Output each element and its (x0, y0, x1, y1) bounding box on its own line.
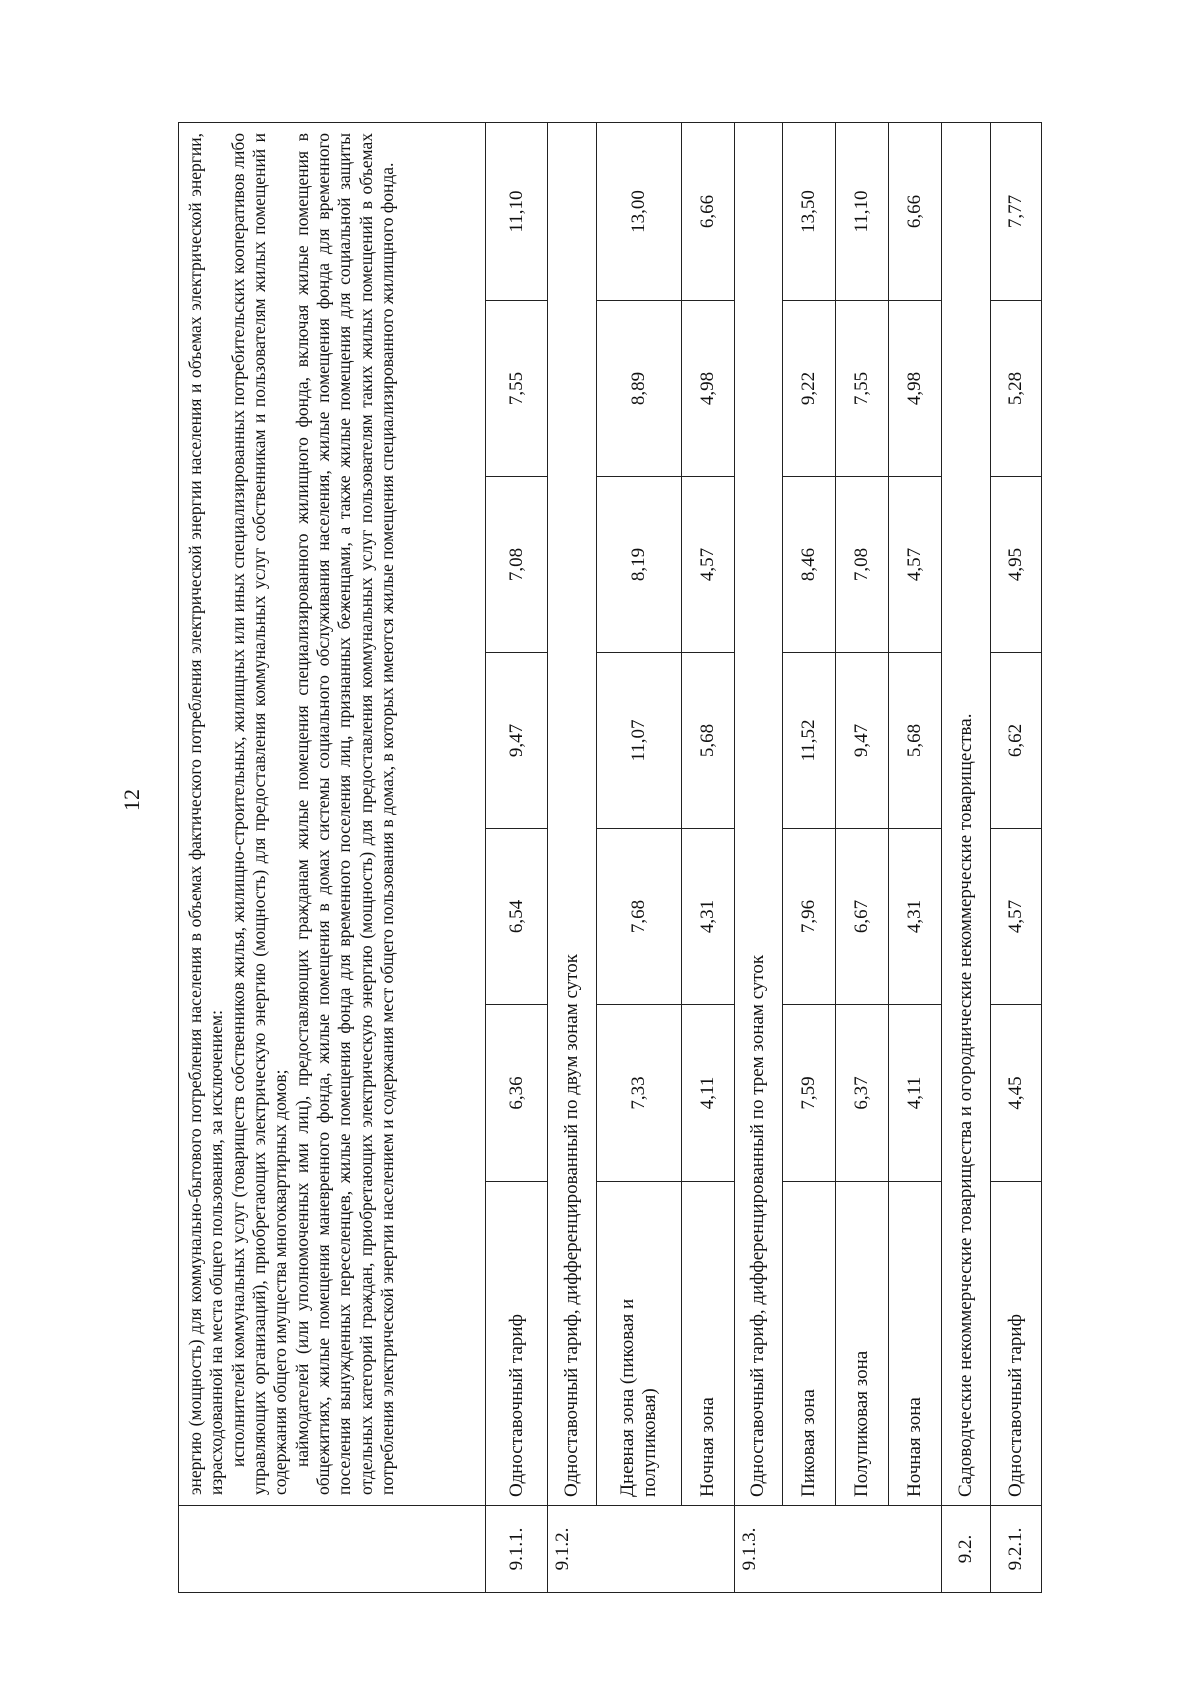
table-row (836, 123, 889, 1593)
table-row (991, 123, 1042, 1593)
value-cell: 7,59 (783, 1005, 836, 1182)
value-cell: 4,11 (889, 1005, 942, 1182)
section-title: Садоводческие некоммерческие товарищества и огороднические некоммерческие товарищества. (942, 123, 991, 1506)
section-row (547, 123, 596, 1593)
value-cell: 7,33 (596, 1005, 681, 1182)
value-cell: 5,68 (889, 653, 942, 829)
value-cell: 6,37 (836, 1005, 889, 1182)
value-cell: 7,08 (486, 477, 547, 653)
row-name: Ночная зона (889, 1182, 942, 1506)
table-row (486, 123, 547, 1593)
section-row (942, 123, 991, 1593)
value-cell: 4,57 (681, 477, 734, 653)
value-cell: 8,19 (596, 477, 681, 653)
tariff-table (178, 122, 1042, 1593)
intro-num-cell (179, 1506, 486, 1593)
value-cell: 4,31 (889, 829, 942, 1005)
tariff-table-rotated (178, 123, 1042, 1593)
value-cell: 11,52 (783, 653, 836, 829)
table-row (889, 123, 942, 1593)
value-cell: 6,54 (486, 829, 547, 1005)
value-cell: 7,68 (596, 829, 681, 1005)
value-cell: 6,36 (486, 1005, 547, 1182)
value-cell: 7,55 (486, 301, 547, 477)
value-cell: 7,96 (783, 829, 836, 1005)
intro-paragraph-2: исполнителей коммунальных услуг (товариществ собственников жилья, жилищно-строительных, жилищных или иных специализированных потребительских кооперативов либо управляющих организаций), приобретающих электрическую энергию (мощность) для предоставления коммунальных услуг собственникам и пользователям жилых помещений и содержания общего имущества многоквартирных домов; (227, 133, 291, 1495)
page-number: 12 (119, 789, 144, 811)
value-cell: 11,10 (836, 123, 889, 301)
value-cell: 4,98 (889, 301, 942, 477)
intro-text-cell (179, 123, 486, 1506)
value-cell: 7,08 (836, 477, 889, 653)
row-number: 9.1.2. (547, 1506, 734, 1593)
row-number: 9.1.1. (486, 1506, 547, 1593)
value-cell: 9,22 (783, 301, 836, 477)
value-cell: 6,66 (889, 123, 942, 301)
value-cell: 4,95 (991, 477, 1042, 653)
row-name: Полупиковая зона (836, 1182, 889, 1506)
value-cell: 7,77 (991, 123, 1042, 301)
value-cell: 9,47 (836, 653, 889, 829)
value-cell: 11,10 (486, 123, 547, 301)
table-row (783, 123, 836, 1593)
row-number: 9.2. (942, 1506, 991, 1593)
value-cell: 4,98 (681, 301, 734, 477)
row-name: Дневная зона (пиковая и полупиковая) (596, 1182, 681, 1506)
value-cell: 6,67 (836, 829, 889, 1005)
value-cell: 7,55 (836, 301, 889, 477)
value-cell: 5,28 (991, 301, 1042, 477)
intro-paragraph-3: наймодателей (или уполномоченных ими лиц), предоставляющих гражданам жилые помещения специализированного жилищного фонда, включая жилые помещения в общежитиях, жилые помещения маневренного фонда, жилые помещения в домах системы социального обслуживания населения, жилые помещения фонда для временного поселения вынужденных переселенцев, жилые помещения фонда для временного поселения лиц, признанных беженцами, а также жилые помещения для социальной защиты отдельных категорий граждан, приобретающих электрическую энергию (мощность) для предоставления коммунальных услуг пользователям таких жилых помещений в объемах потребления электрической энергии населением и содержания мест общего пользования в домах, в которых имеются жилые помещения специализированного жилищного фонда. (291, 133, 398, 1495)
value-cell: 4,57 (889, 477, 942, 653)
value-cell: 13,50 (783, 123, 836, 301)
value-cell: 13,00 (596, 123, 681, 301)
section-title: Одноставочный тариф, дифференцированный по трем зонам суток (734, 123, 783, 1506)
value-cell: 4,31 (681, 829, 734, 1005)
row-name: Пиковая зона (783, 1182, 836, 1506)
intro-row (179, 123, 486, 1593)
value-cell: 9,47 (486, 653, 547, 829)
value-cell: 8,46 (783, 477, 836, 653)
section-row (734, 123, 783, 1593)
row-number: 9.2.1. (991, 1506, 1042, 1593)
table-row (596, 123, 681, 1593)
value-cell: 4,57 (991, 829, 1042, 1005)
value-cell: 8,89 (596, 301, 681, 477)
row-number: 9.1.3. (734, 1506, 942, 1593)
value-cell: 6,62 (991, 653, 1042, 829)
intro-paragraph-1: энергию (мощность) для коммунально-бытового потребления населения в объемах фактического потребления электрической энергии населения и объемах электрической энергии, израсходованной на места общего пользования, за исключением: (185, 133, 227, 1495)
value-cell: 4,11 (681, 1005, 734, 1182)
value-cell: 6,66 (681, 123, 734, 301)
row-name: Ночная зона (681, 1182, 734, 1506)
table-row (681, 123, 734, 1593)
row-name: Одноставочный тариф (486, 1182, 547, 1506)
value-cell: 11,07 (596, 653, 681, 829)
row-name: Одноставочный тариф (991, 1182, 1042, 1506)
value-cell: 5,68 (681, 653, 734, 829)
value-cell: 4,45 (991, 1005, 1042, 1182)
section-title: Одноставочный тариф, дифференцированный по двум зонам суток (547, 123, 596, 1506)
